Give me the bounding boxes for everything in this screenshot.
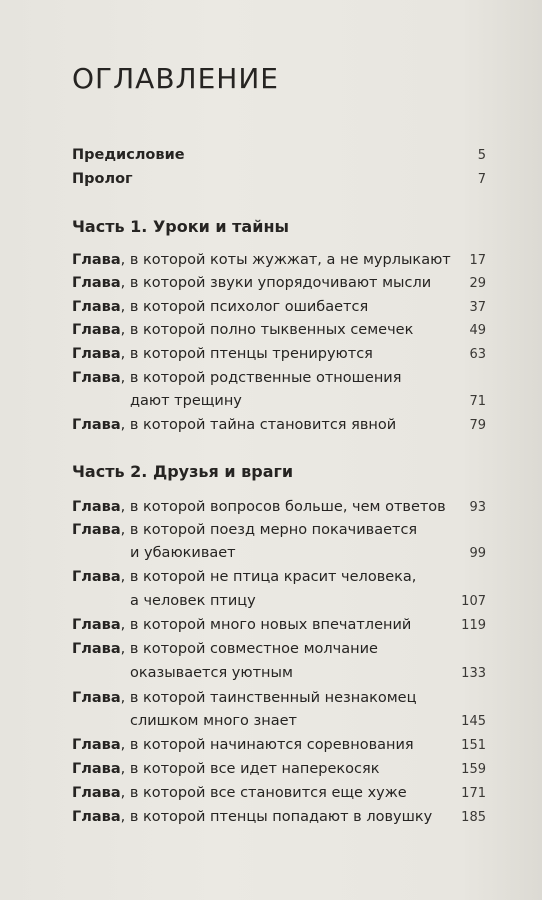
chapter-prefix: Глава	[72, 499, 121, 515]
chapter-prefix: Глава	[72, 690, 121, 706]
chapter-title-continuation: оказывается уютным	[130, 665, 293, 681]
chapter-title: , в которой начинаются соревнования	[120, 737, 414, 753]
entry-page: 151	[461, 738, 486, 753]
entry-page: 159	[461, 762, 486, 777]
chapter-prefix: Глава	[72, 785, 121, 801]
chapter-title: , в которой все идет наперекосяк	[120, 761, 380, 777]
chapter-entry	[72, 343, 486, 366]
entry-page: 71	[469, 394, 486, 409]
entry-page: 99	[469, 546, 486, 561]
chapter-title-continuation: и убаюкивает	[130, 545, 236, 561]
chapter-title: , в которой поезд мерно покачивается	[120, 522, 418, 538]
chapter-prefix: Глава	[72, 761, 121, 777]
chapter-title: , в которой не птица красит человека,	[120, 569, 417, 585]
entry-page: 145	[461, 714, 486, 729]
chapter-entry	[72, 496, 486, 519]
chapter-prefix: Глава	[72, 322, 121, 338]
entry-label: Пролог	[72, 171, 133, 187]
chapter-title: , в которой родственные отношения	[120, 370, 402, 386]
entry-page: 7	[477, 172, 486, 187]
chapter-title: , в которой коты жужжат, а не мурлыкают	[120, 252, 451, 268]
chapter-title: , в которой совместное молчание	[120, 641, 378, 657]
chapter-entry	[72, 272, 486, 295]
chapter-prefix: Глава	[72, 617, 121, 633]
chapter-prefix: Глава	[72, 641, 121, 657]
chapter-prefix: Глава	[72, 522, 121, 538]
toc-title: ОГЛАВЛЕНИЕ	[72, 62, 279, 95]
entry-page: 5	[477, 148, 486, 163]
entry-page: 49	[469, 323, 486, 338]
chapter-prefix: Глава	[72, 275, 121, 291]
part-heading: Часть 1. Уроки и тайны	[72, 217, 289, 236]
chapter-title-continuation: слишком много знает	[130, 713, 297, 729]
entry-page: 107	[461, 594, 486, 609]
chapter-entry	[72, 734, 486, 757]
part-heading: Часть 2. Друзья и враги	[72, 462, 294, 481]
chapter-title-continuation: а человек птицу	[130, 593, 256, 609]
chapter-prefix: Глава	[72, 299, 121, 315]
entry-label: Предисловие	[72, 147, 185, 163]
chapter-entry	[72, 782, 486, 805]
chapter-prefix: Глава	[72, 569, 121, 585]
entry-page: 37	[469, 300, 486, 315]
entry-page: 133	[461, 666, 486, 681]
chapter-entry	[72, 296, 486, 319]
chapter-entry	[72, 249, 486, 272]
chapter-entry	[72, 319, 486, 342]
chapter-title-continuation: дают трещину	[130, 393, 242, 409]
chapter-prefix: Глава	[72, 252, 121, 268]
chapter-entry	[72, 614, 486, 637]
chapter-title: , в которой птенцы попадают в ловушку	[120, 809, 433, 825]
entry-page: 119	[461, 618, 486, 633]
chapter-title: , в которой полно тыквенных семечек	[120, 322, 414, 338]
chapter-entry	[72, 758, 486, 781]
entry-page: 17	[469, 253, 486, 268]
toc-entry-preface	[72, 144, 486, 167]
chapter-entry	[72, 806, 486, 829]
chapter-title: , в которой много новых впечатлений	[120, 617, 412, 633]
chapter-entry	[72, 414, 486, 437]
toc-entry-prologue	[72, 168, 486, 191]
chapter-prefix: Глава	[72, 737, 121, 753]
chapter-title: , в которой звуки упорядочивают мысли	[120, 275, 432, 291]
chapter-title: , в которой психолог ошибается	[120, 299, 369, 315]
chapter-prefix: Глава	[72, 809, 121, 825]
chapter-prefix: Глава	[72, 370, 121, 386]
chapter-title: , в которой птенцы тренируются	[120, 346, 373, 362]
entry-page: 185	[461, 810, 486, 825]
chapter-title: , в которой таинственный незнакомец	[120, 690, 417, 706]
entry-page: 29	[469, 276, 486, 291]
entry-page: 79	[469, 418, 486, 433]
chapter-prefix: Глава	[72, 417, 121, 433]
entry-page: 93	[469, 500, 486, 515]
chapter-title: , в которой вопросов больше, чем ответов	[120, 499, 446, 515]
entry-page: 63	[469, 347, 486, 362]
entry-page: 171	[461, 786, 486, 801]
chapter-title: , в которой все становится еще хуже	[120, 785, 407, 801]
chapter-title: , в которой тайна становится явной	[120, 417, 397, 433]
chapter-prefix: Глава	[72, 346, 121, 362]
